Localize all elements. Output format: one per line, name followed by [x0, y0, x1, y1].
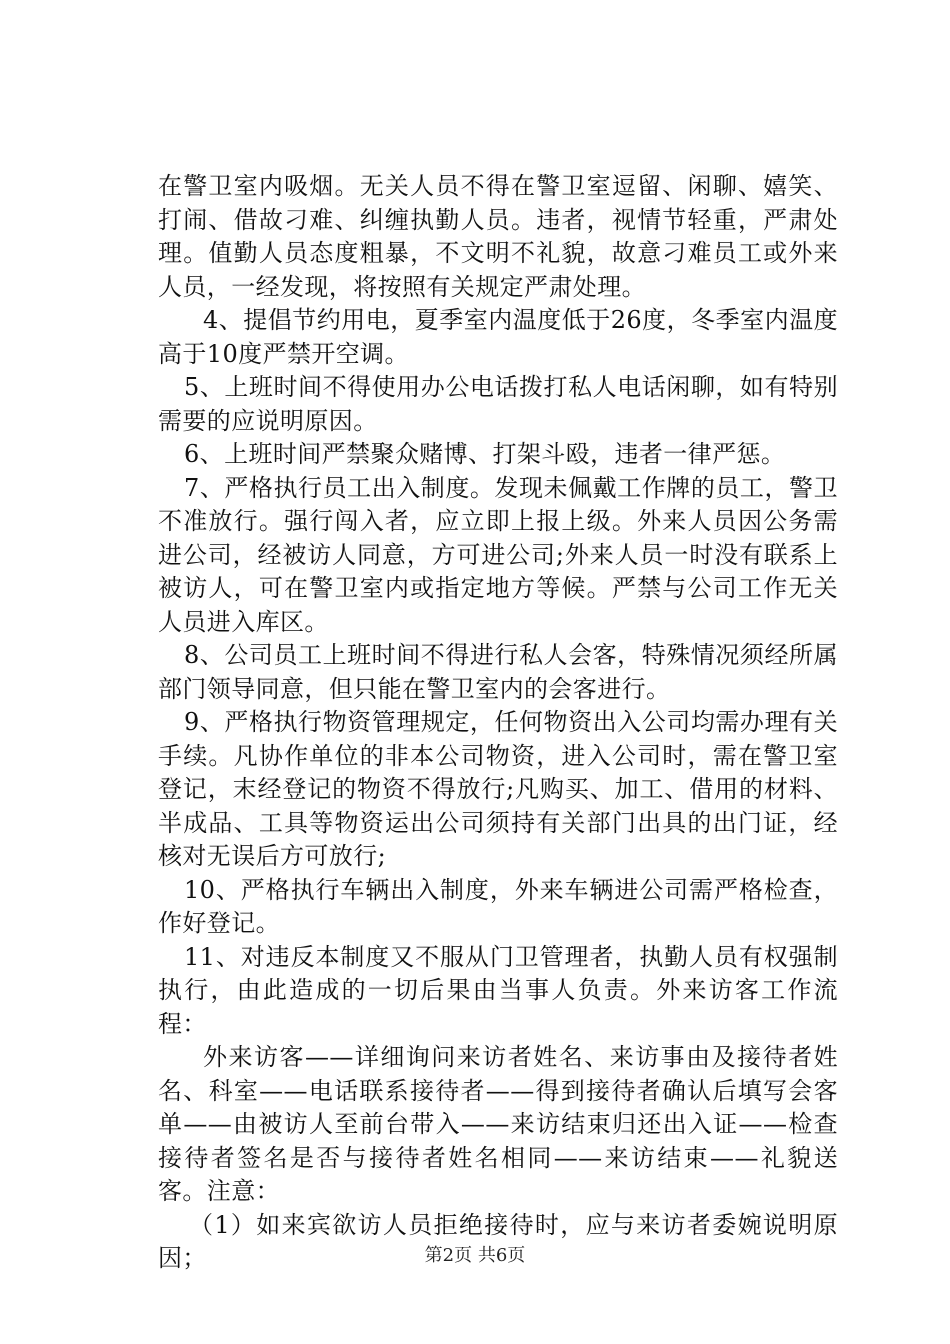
paragraph-item-10: 10、严格执行车辆出入制度，外来车辆进公司需严格检查，作好登记。 — [158, 875, 838, 937]
paragraph-item-8: 8、公司员工上班时间不得进行私人会客，特殊情况须经所属部门领导同意，但只能在警卫室内的会客进行。 — [158, 641, 838, 703]
paragraph-item-9: 9、严格执行物资管理规定，任何物资出入公司均需办理有关手续。凡协作单位的非本公司物资，进入公司时，需在警卫室登记，末经登记的物资不得放行;凡购买、加工、借用的材料、半成品、工具等物资运出公司须持有关部门出具的出门证，经核对无误后方可放行; — [158, 708, 838, 870]
paragraph-item-5: 5、上班时间不得使用办公电话拨打私人电话闲聊，如有特别需要的应说明原因。 — [158, 373, 838, 435]
document-body — [158, 170, 838, 1276]
paragraph-note-1: （1）如来宾欲访人员拒绝接待时，应与来访者委婉说明原因； — [158, 1210, 838, 1272]
paragraph-item-7: 7、严格执行员工出入制度。发现未佩戴工作牌的员工，警卫不准放行。强行闯入者，应立即上报上级。外来人员因公务需进公司，经被访人同意，方可进公司;外来人员一时没有联系上被访人，可在警卫室内或指定地方等候。严禁与公司工作无关人员进入库区。 — [158, 473, 838, 636]
paragraph-item-6: 6、上班时间严禁聚众赌博、打架斗殴，违者一律严惩。 — [184, 440, 786, 468]
paragraph-item-4: 4、提倡节约用电，夏季室内温度低于26度，冬季室内温度高于10度严禁开空调。 — [158, 306, 838, 368]
page-number-footer: 第2页 共6页 — [424, 1245, 526, 1266]
paragraph-item-11: 11、对违反本制度又不服从门卫管理者，执勤人员有权强制执行，由此造成的一切后果由当事人负责。外来访客工作流程： — [158, 942, 838, 1038]
paragraph-visitor-flow: 外来访客——详细询问来访者姓名、来访事由及接待者姓名、科室——电话联系接待者——得到接待者确认后填写会客单——由被访人至前台带入——来访结束归还出入证——检查接待者签名是否与接待者姓名相同——来访结束——礼貌送客。注意： — [158, 1043, 838, 1205]
paragraph-continuation: 在警卫室内吸烟。无关人员不得在警卫室逗留、闲聊、嬉笑、打闹、借故刁难、纠缠执勤人员。违者，视情节轻重，严肃处理。值勤人员态度粗暴，不文明不礼貌，故意刁难员工或外来人员，一经发现，将按照有关规定严肃处理。 — [158, 172, 838, 301]
